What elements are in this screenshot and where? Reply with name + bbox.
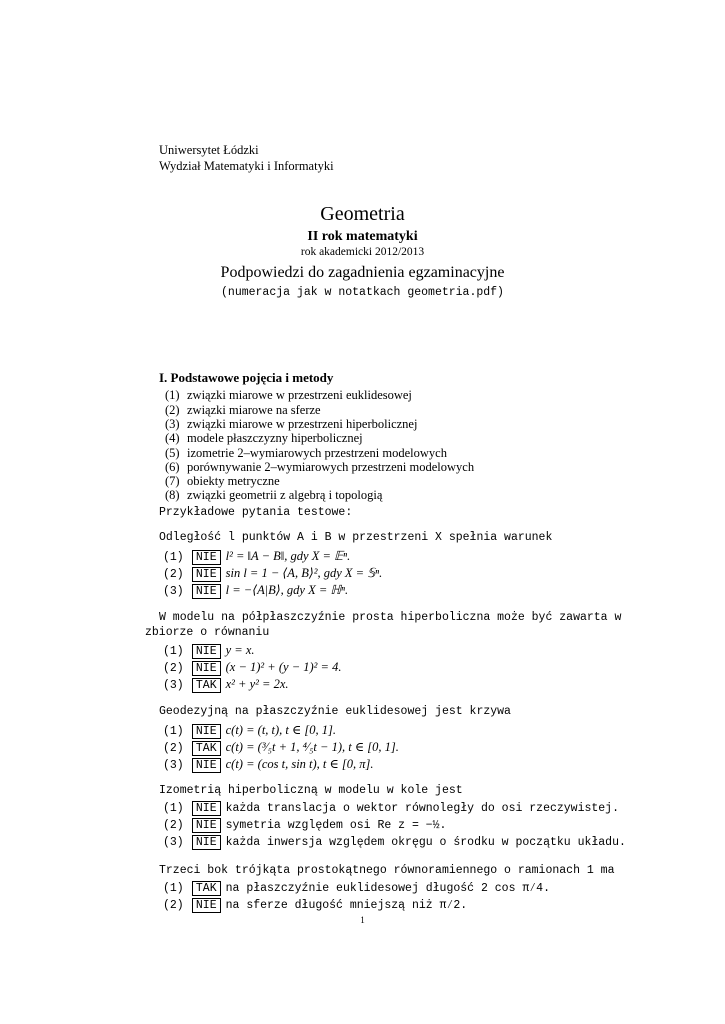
answer-badge: NIE [192, 835, 221, 850]
answer-row: (2) TAK c(t) = (³⁄₅t + 1, ⁴⁄₅t − 1), t ∈ [0, 1]. [163, 740, 399, 755]
answer-badge: NIE [192, 898, 221, 913]
list-item: (4) modele płaszczyzny hiperbolicznej [165, 431, 363, 445]
answer-badge: NIE [192, 801, 221, 816]
list-item: (3) związki miarowe w przestrzeni hiperbolicznej [165, 417, 418, 431]
examples-label: Przykładowe pytania testowe: [159, 506, 353, 519]
question-stem: Izometrią hiperboliczną w modelu w kole jest [159, 784, 463, 797]
question-stem: Odległość l punktów A i B w przestrzeni X spełnia warunek [159, 531, 553, 544]
answer-badge: NIE [192, 584, 221, 599]
course-name: II rok matematyki [307, 229, 418, 244]
answer-row: (1) NIE każda translacja o wektor równoległy do osi rzeczywistej. [163, 802, 619, 815]
answer-badge: NIE [192, 818, 221, 833]
answer-row: (3) NIE każda inwersja względem okręgu o środku w początku układu. [163, 836, 626, 849]
list-item: (7) obiekty metryczne [165, 474, 280, 488]
answer-row: (3) NIE l = −⟨A|B⟩, gdy X = ℍⁿ. [163, 583, 349, 598]
document-subtitle: Podpowiedzi do zagadnienia egzaminacyjne [220, 264, 505, 281]
answer-badge: NIE [192, 644, 221, 659]
list-item: (1) związki miarowe w przestrzeni euklidesowej [165, 388, 412, 402]
faculty-name: Wydział Matematyki i Informatyki [159, 159, 334, 173]
answer-badge: NIE [192, 567, 221, 582]
list-item: (2) związki miarowe na sferze [165, 403, 321, 417]
answer-row: (2) NIE sin l = 1 − ⟨A, B⟩², gdy X = 𝕊ⁿ. [163, 566, 383, 581]
section-heading: I. Podstawowe pojęcia i metody [159, 370, 334, 385]
answer-row: (1) NIE y = x. [163, 643, 255, 658]
answer-row: (2) NIE (x − 1)² + (y − 1)² = 4. [163, 660, 342, 675]
answer-row: (2) NIE symetria względem osi Re z = −½. [163, 819, 447, 832]
question-stem: Geodezyjną na płaszczyźnie euklidesowej jest krzywa [159, 705, 511, 718]
page-number: 1 [360, 915, 365, 925]
answer-badge: NIE [192, 724, 221, 739]
answer-badge: NIE [192, 758, 221, 773]
list-item: (8) związki geometrii z algebrą i topologią [165, 488, 383, 502]
answer-badge: TAK [192, 678, 221, 693]
answer-row: (1) NIE l² = ‖A − B‖, gdy X = 𝔼ⁿ. [163, 549, 351, 564]
list-item: (5) izometrie 2–wymiarowych przestrzeni modelowych [165, 446, 447, 460]
university-name: Uniwersytet Łódzki [159, 143, 259, 157]
answer-row: (1) NIE c(t) = (t, t), t ∈ [0, 1]. [163, 723, 337, 738]
numbering-note: (numeracja jak w notatkach geometria.pdf) [221, 286, 504, 299]
question-stem-cont: zbiorze o równaniu [145, 626, 270, 639]
list-item: (6) porównywanie 2–wymiarowych przestrzeni modelowych [165, 460, 475, 474]
document-title: Geometria [320, 203, 405, 225]
answer-badge: NIE [192, 550, 221, 565]
question-stem: Trzeci bok trójkąta prostokątnego równoramiennego o ramionach 1 ma [159, 864, 615, 877]
answer-row: (3) TAK x² + y² = 2x. [163, 677, 289, 692]
answer-badge: TAK [192, 741, 221, 756]
answer-badge: TAK [192, 881, 221, 896]
answer-badge: NIE [192, 661, 221, 676]
academic-year: rok akademicki 2012/2013 [300, 246, 425, 258]
answer-row: (1) TAK na płaszczyźnie euklidesowej długość 2 cos π⁄4. [163, 882, 550, 895]
answer-row: (3) NIE c(t) = (cos t, sin t), t ∈ [0, π]. [163, 757, 374, 772]
answer-row: (2) NIE na sferze długość mniejszą niż π⁄2. [163, 899, 468, 912]
question-stem: W modelu na półpłaszczyźnie prosta hiperboliczna może być zawarta w [159, 611, 622, 624]
